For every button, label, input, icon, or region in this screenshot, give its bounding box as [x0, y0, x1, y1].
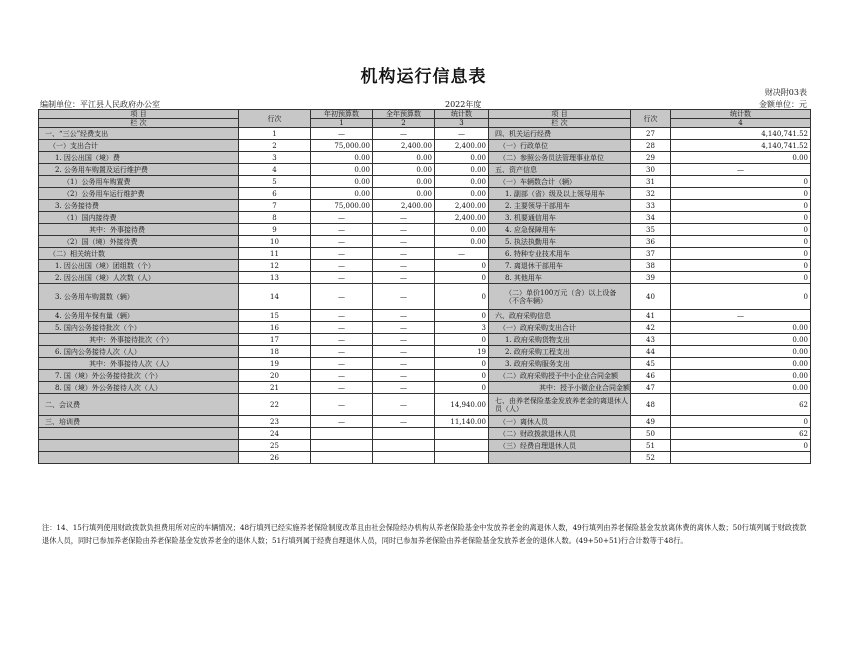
table-row — [39, 370, 811, 382]
row-label-right: 四、机关运行经费 — [489, 128, 631, 140]
row-label: （2）公务用车运行维护费 — [39, 188, 239, 200]
header-item-right: 项 目 — [489, 110, 631, 119]
row-number-right: 35 — [631, 224, 671, 236]
initial-budget-cell: 0.00 — [311, 188, 373, 200]
stat-cell-right: 0.00 — [671, 346, 811, 358]
stat-cell: 0.00 — [435, 188, 489, 200]
stat-cell-right: 0 — [671, 440, 811, 452]
header-col-3: 3 — [435, 119, 489, 128]
table-row — [39, 440, 811, 452]
initial-budget-cell: — — [311, 310, 373, 322]
row-number: 18 — [239, 346, 311, 358]
row-number-right: 41 — [631, 310, 671, 322]
annual-budget-cell: 0.00 — [373, 176, 435, 188]
row-label: 3. 公务接待费 — [39, 200, 239, 212]
initial-budget-cell: — — [311, 212, 373, 224]
row-number-right: 40 — [631, 284, 671, 310]
table-row — [39, 260, 811, 272]
row-number: 9 — [239, 224, 311, 236]
table-row — [39, 152, 811, 164]
annual-budget-cell: 2,400.00 — [373, 140, 435, 152]
row-label-right: 1. 副部（省）级及以上领导用车 — [489, 188, 631, 200]
annual-budget-cell: — — [373, 370, 435, 382]
initial-budget-cell: — — [311, 394, 373, 416]
stat-cell: 11,140.00 — [435, 416, 489, 428]
stat-cell: 0 — [435, 382, 489, 394]
row-number-right: 39 — [631, 272, 671, 284]
row-label-right: 5. 执法执勤用车 — [489, 236, 631, 248]
stat-cell-right: 62 — [671, 428, 811, 440]
row-label: （二）相关统计数 — [39, 248, 239, 260]
stat-cell: 0 — [435, 334, 489, 346]
stat-cell-right: 0 — [671, 248, 811, 260]
row-label-right: 4. 应急保障用车 — [489, 224, 631, 236]
row-number: 24 — [239, 428, 311, 440]
row-label-right: （一）行政单位 — [489, 140, 631, 152]
stat-cell-right: — — [671, 164, 811, 176]
row-label: （一）支出合计 — [39, 140, 239, 152]
initial-budget-cell: — — [311, 284, 373, 310]
row-number: 20 — [239, 370, 311, 382]
row-label: 5. 国内公务接待批次（个） — [39, 322, 239, 334]
row-label: 一、“三公”经费支出 — [39, 128, 239, 140]
row-number-right: 28 — [631, 140, 671, 152]
header-col-2: 2 — [373, 119, 435, 128]
header-col-4: 4 — [671, 119, 811, 128]
initial-budget-cell: 75,000.00 — [311, 140, 373, 152]
annual-budget-cell: 0.00 — [373, 164, 435, 176]
row-label: 2. 因公出国（境）人次数（人） — [39, 272, 239, 284]
row-label-right: （二）单价100万元（含）以上设备（不含车辆） — [489, 284, 631, 310]
stat-cell-right: 0 — [671, 260, 811, 272]
row-number-right: 42 — [631, 322, 671, 334]
stat-cell-right: 0 — [671, 284, 811, 310]
stat-cell-right: 0 — [671, 176, 811, 188]
initial-budget-cell: — — [311, 322, 373, 334]
table-row — [39, 188, 811, 200]
annual-budget-cell — [373, 440, 435, 452]
initial-budget-cell: — — [311, 370, 373, 382]
row-number: 2 — [239, 140, 311, 152]
stat-cell-right: 0.00 — [671, 322, 811, 334]
row-label — [39, 452, 239, 464]
initial-budget-cell: 0.00 — [311, 164, 373, 176]
row-number-right: 47 — [631, 382, 671, 394]
row-label: 3. 公务用车购置数（辆） — [39, 284, 239, 310]
row-label-right: 7. 离退休干部用车 — [489, 260, 631, 272]
row-number-right: 51 — [631, 440, 671, 452]
header-row-no-right: 行次 — [631, 110, 671, 128]
stat-cell-right: 0.00 — [671, 334, 811, 346]
table-row — [39, 176, 811, 188]
form-number: 财决附03表 — [764, 88, 807, 97]
annual-budget-cell: — — [373, 382, 435, 394]
annual-budget-cell: — — [373, 394, 435, 416]
table-row — [39, 248, 811, 260]
annual-budget-cell: — — [373, 334, 435, 346]
table-row — [39, 346, 811, 358]
row-number-right: 48 — [631, 394, 671, 416]
stat-cell: 0 — [435, 260, 489, 272]
row-label-right: 1. 政府采购货物支出 — [489, 334, 631, 346]
table-row — [39, 224, 811, 236]
stat-cell-right: 0 — [671, 416, 811, 428]
row-number: 22 — [239, 394, 311, 416]
annual-budget-cell: — — [373, 284, 435, 310]
initial-budget-cell: — — [311, 358, 373, 370]
row-label — [39, 440, 239, 452]
row-label — [39, 428, 239, 440]
header-initial-budget: 年初预算数 — [311, 110, 373, 119]
fiscal-year: 2022年度 — [445, 100, 482, 109]
stat-cell-right: 0 — [671, 224, 811, 236]
row-label: （2）国（境）外接待费 — [39, 236, 239, 248]
row-label: 6. 国内公务接待人次（人） — [39, 346, 239, 358]
row-label: 其中：外事接待人次（人） — [39, 358, 239, 370]
header-stat: 统计数 — [435, 110, 489, 119]
row-label-right: （一）车辆数合计（辆） — [489, 176, 631, 188]
table-row — [39, 322, 811, 334]
row-label-right: 8. 其他用车 — [489, 272, 631, 284]
row-number: 25 — [239, 440, 311, 452]
stat-cell-right: 0 — [671, 272, 811, 284]
stat-cell — [435, 428, 489, 440]
stat-cell: 0 — [435, 310, 489, 322]
stat-cell-right: 0 — [671, 200, 811, 212]
header-col-1: 1 — [311, 119, 373, 128]
header-annual-budget: 全年预算数 — [373, 110, 435, 119]
header-item: 项 目 — [39, 110, 239, 119]
row-number: 21 — [239, 382, 311, 394]
header-col-index: 栏 次 — [39, 119, 239, 128]
stat-cell-right: 0 — [671, 236, 811, 248]
annual-budget-cell: — — [373, 260, 435, 272]
row-label-right: 五、资产信息 — [489, 164, 631, 176]
stat-cell: 3 — [435, 322, 489, 334]
stat-cell: 0 — [435, 358, 489, 370]
table-row — [39, 334, 811, 346]
row-number-right: 33 — [631, 200, 671, 212]
row-number-right: 49 — [631, 416, 671, 428]
initial-budget-cell: — — [311, 334, 373, 346]
row-number: 3 — [239, 152, 311, 164]
stat-cell — [435, 440, 489, 452]
stat-cell-right: 0.00 — [671, 152, 811, 164]
row-label-right: （三）经费自理退休人员 — [489, 440, 631, 452]
table-row — [39, 128, 811, 140]
annual-budget-cell: 0.00 — [373, 152, 435, 164]
annual-budget-cell: 0.00 — [373, 188, 435, 200]
row-label: 其中：外事接待费 — [39, 224, 239, 236]
row-number: 13 — [239, 272, 311, 284]
table-row — [39, 236, 811, 248]
table-row — [39, 394, 811, 416]
annual-budget-cell: — — [373, 224, 435, 236]
annual-budget-cell: — — [373, 416, 435, 428]
row-label-right: 3. 政府采购服务支出 — [489, 358, 631, 370]
initial-budget-cell: — — [311, 416, 373, 428]
table-row — [39, 212, 811, 224]
row-number: 10 — [239, 236, 311, 248]
row-number-right: 29 — [631, 152, 671, 164]
row-label: 1. 因公出国（境）团组数（个） — [39, 260, 239, 272]
initial-budget-cell — [311, 428, 373, 440]
row-label: 其中：外事接待批次（个） — [39, 334, 239, 346]
row-label-right: 3. 机要通信用车 — [489, 212, 631, 224]
stat-cell-right: 0.00 — [671, 370, 811, 382]
table-row — [39, 310, 811, 322]
row-label-right: （二）财政拨款退休人员 — [489, 428, 631, 440]
header-col-index-right: 栏 次 — [489, 119, 631, 128]
row-number-right: 38 — [631, 260, 671, 272]
row-number: 17 — [239, 334, 311, 346]
row-label: 2. 公务用车购置及运行维护费 — [39, 164, 239, 176]
row-number: 19 — [239, 358, 311, 370]
table-row — [39, 382, 811, 394]
stat-cell: — — [435, 128, 489, 140]
initial-budget-cell — [311, 440, 373, 452]
stat-cell-right: 0 — [671, 188, 811, 200]
compiling-unit: 编制单位：平江县人民政府办公室 — [40, 100, 160, 109]
stat-cell: 2,400.00 — [435, 140, 489, 152]
row-number-right: 27 — [631, 128, 671, 140]
header-stat-right: 统计数 — [671, 110, 811, 119]
stat-cell: 2,400.00 — [435, 200, 489, 212]
row-number-right: 46 — [631, 370, 671, 382]
stat-cell-right — [671, 452, 811, 464]
stat-cell-right: 0.00 — [671, 382, 811, 394]
table-row — [39, 140, 811, 152]
stat-cell: 0 — [435, 284, 489, 310]
row-number-right: 43 — [631, 334, 671, 346]
row-label: 8. 国（境）外公务接待人次（人） — [39, 382, 239, 394]
row-number-right: 50 — [631, 428, 671, 440]
row-number: 11 — [239, 248, 311, 260]
header-row-no: 行次 — [239, 110, 311, 128]
row-number: 1 — [239, 128, 311, 140]
row-number: 26 — [239, 452, 311, 464]
annual-budget-cell: 2,400.00 — [373, 200, 435, 212]
stat-cell: 0.00 — [435, 224, 489, 236]
row-label: （1）公务用车购置费 — [39, 176, 239, 188]
row-number: 14 — [239, 284, 311, 310]
row-label-right: 6. 特种专业技术用车 — [489, 248, 631, 260]
initial-budget-cell: — — [311, 260, 373, 272]
row-number-right: 34 — [631, 212, 671, 224]
row-number-right: 30 — [631, 164, 671, 176]
row-number: 4 — [239, 164, 311, 176]
page-title: 机构运行信息表 — [360, 67, 487, 87]
annual-budget-cell: — — [373, 310, 435, 322]
initial-budget-cell: — — [311, 224, 373, 236]
row-number-right: 45 — [631, 358, 671, 370]
stat-cell: 0.00 — [435, 176, 489, 188]
stat-cell: 2,400.00 — [435, 212, 489, 224]
row-label: 1. 因公出国（境）费 — [39, 152, 239, 164]
stat-cell: 14,940.00 — [435, 394, 489, 416]
initial-budget-cell: 75,000.00 — [311, 200, 373, 212]
initial-budget-cell: — — [311, 248, 373, 260]
row-number-right: 31 — [631, 176, 671, 188]
stat-cell-right: 4,140,741.52 — [671, 128, 811, 140]
annual-budget-cell: — — [373, 128, 435, 140]
row-label-right: （二）参照公务员法管理事业单位 — [489, 152, 631, 164]
initial-budget-cell: — — [311, 346, 373, 358]
row-number: 16 — [239, 322, 311, 334]
operations-info-table — [38, 109, 811, 464]
row-number: 15 — [239, 310, 311, 322]
stat-cell-right: 0 — [671, 212, 811, 224]
row-label: 4. 公务用车保有量（辆） — [39, 310, 239, 322]
initial-budget-cell: — — [311, 236, 373, 248]
row-label-right — [489, 452, 631, 464]
annual-budget-cell: — — [373, 236, 435, 248]
annual-budget-cell: — — [373, 212, 435, 224]
initial-budget-cell: 0.00 — [311, 176, 373, 188]
stat-cell-right: 0.00 — [671, 358, 811, 370]
stat-cell: 0 — [435, 272, 489, 284]
row-label-right: 六、政府采购信息 — [489, 310, 631, 322]
annual-budget-cell: — — [373, 358, 435, 370]
row-label-right: （一）离休人员 — [489, 416, 631, 428]
stat-cell: 0.00 — [435, 236, 489, 248]
stat-cell-right: 62 — [671, 394, 811, 416]
row-number: 6 — [239, 188, 311, 200]
row-number-right: 52 — [631, 452, 671, 464]
row-number: 23 — [239, 416, 311, 428]
table-row — [39, 272, 811, 284]
annual-budget-cell: — — [373, 248, 435, 260]
stat-cell: 19 — [435, 346, 489, 358]
row-number-right: 44 — [631, 346, 671, 358]
table-row — [39, 358, 811, 370]
row-label: （1）国内接待费 — [39, 212, 239, 224]
initial-budget-cell: — — [311, 382, 373, 394]
row-number-right: 32 — [631, 188, 671, 200]
table-row — [39, 416, 811, 428]
table-row — [39, 428, 811, 440]
row-number-right: 36 — [631, 236, 671, 248]
initial-budget-cell: — — [311, 272, 373, 284]
initial-budget-cell: — — [311, 128, 373, 140]
stat-cell — [435, 452, 489, 464]
row-label-right: （二）政府采购授予中小企业合同金额 — [489, 370, 631, 382]
initial-budget-cell — [311, 452, 373, 464]
row-label-right: 其中：授予小微企业合同金额 — [489, 382, 631, 394]
row-label-right: （一）政府采购支出合计 — [489, 322, 631, 334]
annual-budget-cell: — — [373, 346, 435, 358]
stat-cell: — — [435, 248, 489, 260]
row-label-right: 七、由养老保险基金发放养老金的离退休人员（人） — [489, 394, 631, 416]
row-number: 7 — [239, 200, 311, 212]
annual-budget-cell — [373, 452, 435, 464]
row-number-right: 37 — [631, 248, 671, 260]
stat-cell-right: — — [671, 310, 811, 322]
table-row — [39, 164, 811, 176]
row-label-right: 2. 主要领导干部用车 — [489, 200, 631, 212]
table-row — [39, 452, 811, 464]
row-number: 5 — [239, 176, 311, 188]
row-number: 8 — [239, 212, 311, 224]
annual-budget-cell: — — [373, 322, 435, 334]
annual-budget-cell: — — [373, 272, 435, 284]
currency-unit: 金额单位：元 — [759, 100, 807, 109]
stat-cell-right: 4,140,741.52 — [671, 140, 811, 152]
stat-cell: 0.00 — [435, 152, 489, 164]
row-label: 三、培训费 — [39, 416, 239, 428]
initial-budget-cell: 0.00 — [311, 152, 373, 164]
row-number: 12 — [239, 260, 311, 272]
table-row — [39, 284, 811, 310]
table-row — [39, 200, 811, 212]
row-label: 二、会议费 — [39, 394, 239, 416]
footnote: 注：14、15行填列使用财政拨款负担费用所对应的车辆情况；48行填列已经实施养老保险制度改革且由社会保险经办机构从养老保险基金中发放养老金的离退休人数，49行填列由养老保险基金发放离休费的离休人数；50行填列属于财政拨款退休人员，同时已参加养老保险由养老保险基金发放养老金的退休人数；51行填列属于经费自理退休人员，同时已参加养老保险由养老保险基金发放养老金的退休人数。(49+50+51)行合计数等于48行。 — [42, 523, 807, 545]
row-label: 7. 国（境）外公务接待批次（个） — [39, 370, 239, 382]
stat-cell: 0 — [435, 370, 489, 382]
annual-budget-cell — [373, 428, 435, 440]
row-label-right: 2. 政府采购工程支出 — [489, 346, 631, 358]
stat-cell: 0.00 — [435, 164, 489, 176]
